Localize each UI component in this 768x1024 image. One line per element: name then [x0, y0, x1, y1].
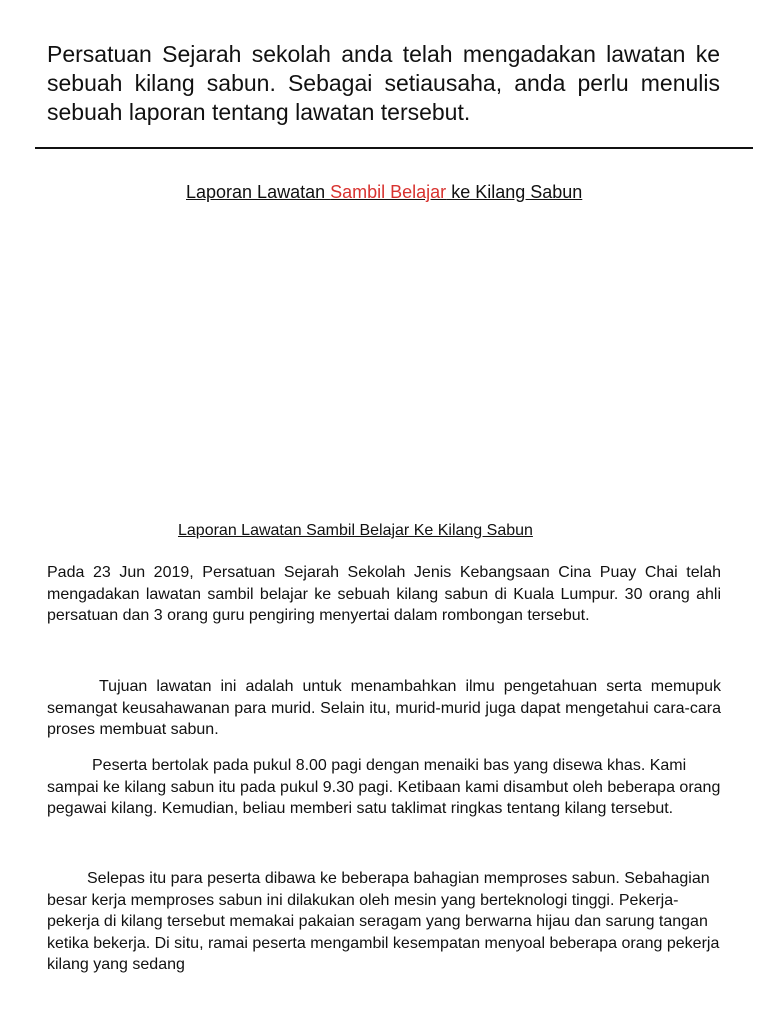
report-paragraph-2: Tujuan lawatan ini adalah untuk menambahkan ilmu pengetahuan serta memupuk semangat keusahawanan para murid. Selain itu, murid-murid juga dapat mengetahui cara-cara proses membuat sabun. — [47, 678, 721, 738]
report-paragraph-3: Peserta bertolak pada pukul 8.00 pagi dengan menaiki bas yang disewa khas. Kami sampai ke kilang sabun itu pada pukul 9.30 pagi. Ketibaan kami disambut oleh beberapa orang pegawai kilang. Kemudian, beliau memberi satu taklimat ringkas tentang kilang tersebut. — [47, 757, 721, 817]
divider-line — [35, 147, 753, 149]
report-paragraph-1: Pada 23 Jun 2019, Persatuan Sejarah Sekolah Jenis Kebangsaan Cina Puay Chai telah mengadakan lawatan sambil belajar ke sebuah kilang sabun di Kuala Lumpur. 30 orang ahli persatuan dan 3 orang guru pengiring menyertai dalam rombongan tersebut. — [47, 564, 721, 624]
report-title-highlight: Sambil Belajar — [330, 182, 447, 202]
report-title: Laporan Lawatan Sambil Belajar Ke Kilang Sabun — [178, 522, 533, 539]
report-title-top — [186, 180, 582, 204]
report-title-prefix: Laporan Lawatan — [186, 182, 331, 202]
report-paragraph-4: Selepas itu para peserta dibawa ke beberapa bahagian memproses sabun. Sebahagian besar kerja memproses sabun ini dilakukan oleh mesin yang berteknologi tinggi. Pekerja-pekerja di kilang tersebut memakai pakaian seragam yang berwarna hijau dan sarung tangan ketika bekerja. Di situ, ramai peserta mengambil kesempatan menyoal beberapa orang pekerja kilang yang sedang — [47, 870, 720, 973]
report-title-suffix: ke Kilang Sabun — [446, 182, 583, 202]
assignment-question: Persatuan Sejarah sekolah anda telah mengadakan lawatan ke sebuah kilang sabun. Sebagai setiausaha, anda perlu menulis sebuah laporan tentang lawatan tersebut. — [47, 41, 720, 125]
